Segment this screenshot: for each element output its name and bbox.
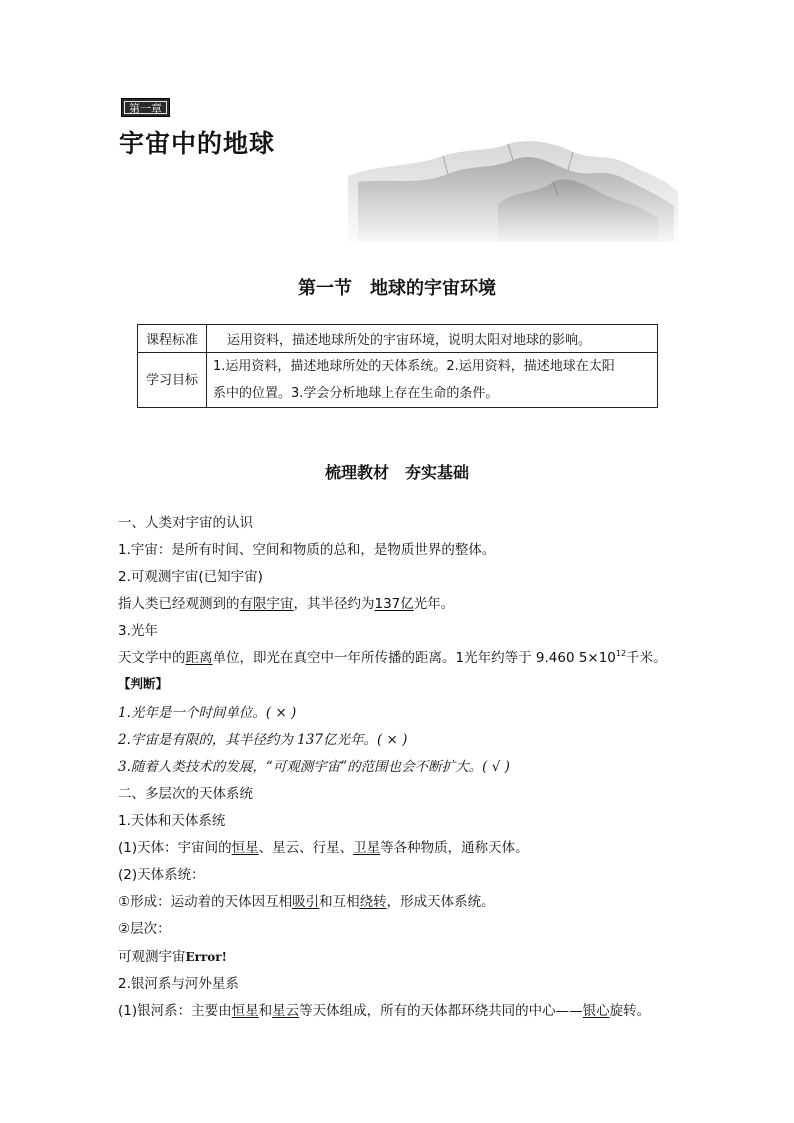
text: 等各种物质，通称天体。 — [380, 840, 529, 856]
answer-underlined: 银心 — [582, 1003, 610, 1019]
answer-underlined: 吸引 — [292, 894, 320, 910]
judge-item-2: 2.宇宙是有限的，其半径约为 137亿光年。( × ) — [118, 732, 408, 748]
paragraph-levels-heading: ②层次： — [118, 921, 171, 937]
judge-item-1: 1.光年是一个时间单位。( × ) — [118, 705, 297, 721]
chapter-title: 宇宙中的地球 — [119, 129, 276, 158]
text: 旋转。 — [609, 1003, 651, 1019]
answer-underlined: 绕转 — [359, 894, 387, 910]
paragraph-milky-way — [118, 999, 650, 1019]
text: 和 — [258, 1003, 273, 1019]
text: (1)天体：宇宙间的 — [118, 840, 232, 856]
text: 可观测宇宙 — [118, 949, 186, 965]
answer-underlined: 星云 — [272, 1003, 300, 1019]
paragraph-galaxies-heading: 2.银河系与河外星系 — [118, 976, 239, 992]
exponent: 12 — [615, 649, 627, 658]
learning-goals-line-2: 系中的位置。3.学会分析地球上存在生命的条件。 — [213, 386, 499, 401]
answer-underlined: 恒星 — [231, 840, 259, 856]
answer-underlined: 距离 — [185, 650, 213, 666]
text: 和互相 — [319, 894, 360, 910]
text: ，其半径约为 — [293, 596, 375, 612]
judge-item-3: 3.随着人类技术的发展，“可观测宇宙”的范围也会不断扩大。( √ ) — [118, 759, 510, 775]
ink-mountain-illustration — [348, 134, 678, 242]
learning-goals-label: 学习目标 — [138, 353, 207, 408]
course-standard-label: 课程标准 — [138, 325, 207, 353]
chapter-badge — [121, 98, 170, 117]
chapter-badge-label: 第一章 — [124, 101, 167, 114]
table-row-learning-goals — [138, 353, 658, 408]
answer-underlined: 卫星 — [353, 840, 381, 856]
text: ①形成：运动着的天体因互相 — [118, 894, 293, 910]
text: ，形成天体系统。 — [386, 894, 495, 910]
paragraph-light-year-heading: 3.光年 — [118, 623, 158, 639]
text: 天文学中的 — [118, 650, 186, 666]
text: 单位，即光在真空中一年所传播的距离。1光年约等于 9.460 5×10 — [212, 650, 616, 666]
heading-celestial-systems: 二、多层次的天体系统 — [118, 786, 253, 802]
paragraph-observable-universe-heading: 2.可观测宇宙(已知宇宙) — [118, 569, 263, 585]
text: 指人类已经观测到的 — [118, 596, 240, 612]
paragraph-celestial-body — [118, 836, 529, 856]
learning-goals-content — [207, 353, 658, 408]
judge-label: 【判断】 — [118, 676, 169, 691]
paragraph-formation — [118, 890, 495, 910]
answer-underlined: 恒星 — [231, 1003, 259, 1019]
table-row-course-standard — [138, 325, 658, 353]
section-banner: 梳理教材 夯实基础 — [324, 463, 469, 482]
text: (1)银河系：主要由 — [118, 1003, 232, 1019]
text: 、星云、行星、 — [258, 840, 354, 856]
course-standards-table — [137, 324, 658, 408]
paragraph-universe-definition: 1.宇宙：是所有时间、空间和物质的总和，是物质世界的整体。 — [118, 542, 496, 558]
learning-goals-line-1: 1.运用资料，描述地球所处的天体系统。2.运用资料，描述地球在太阳 — [213, 359, 615, 374]
text: 千米。 — [626, 650, 667, 666]
answer-underlined: 137亿 — [374, 596, 414, 612]
section-title: 第一节 地球的宇宙环境 — [298, 278, 496, 299]
error-text: Error! — [185, 950, 227, 964]
paragraph-celestial-bodies-heading: 1.天体和天体系统 — [118, 813, 226, 829]
text: 光年。 — [413, 596, 455, 612]
paragraph-levels — [118, 945, 227, 965]
paragraph-observable-universe — [118, 592, 454, 612]
paragraph-celestial-system-heading: (2)天体系统： — [118, 867, 205, 883]
heading-cosmos-understanding: 一、人类对宇宙的认识 — [118, 515, 253, 531]
course-standard-content: 运用资料，描述地球所处的宇宙环境，说明太阳对地球的影响。 — [207, 325, 658, 353]
answer-underlined: 有限宇宙 — [239, 596, 294, 612]
paragraph-light-year — [118, 646, 667, 666]
text: 等天体组成，所有的天体都环绕共同的中心—— — [299, 1003, 583, 1019]
